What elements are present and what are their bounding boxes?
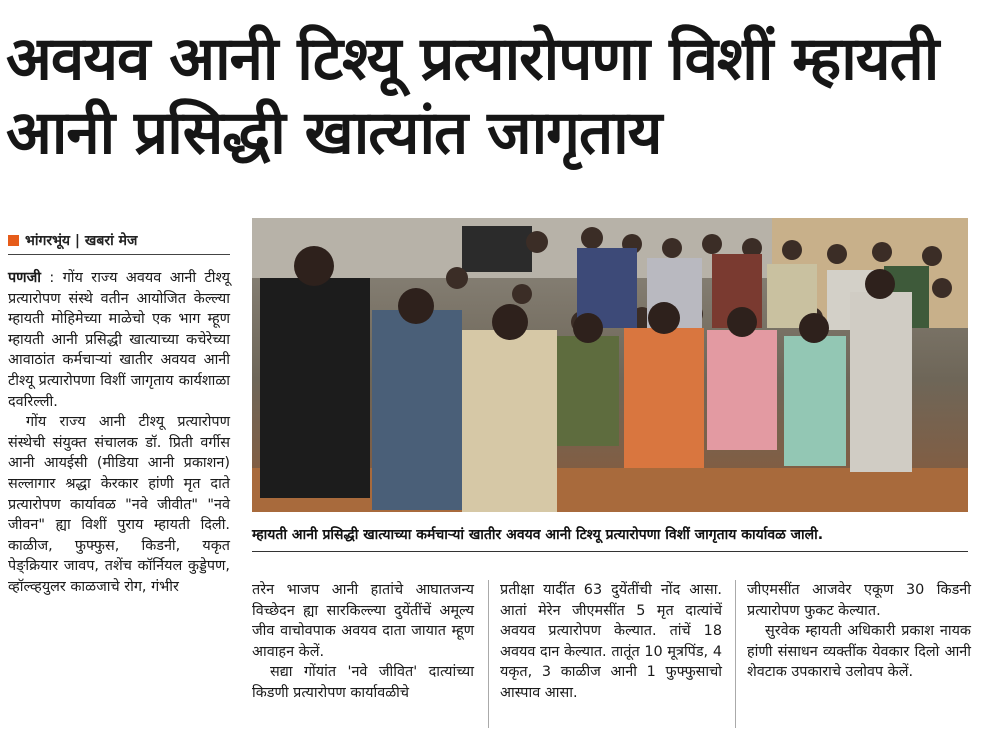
article-paragraph: प्रतीक्षा यादींत 63 दुयेंतींची नोंद आसा. आतां मेरेन जीएमसींत 5 मृत दात्यांचें अवयव प्रत्यारोपण केल्यात. तांचें 18 अवयव दान केल्यात. तातूंत 10 मूत्रपिंड, 4 यकृत, 3 काळीज आनी 1 फुफ्फुसाचो आस्पाव आसा.	[500, 582, 722, 701]
group-photo	[252, 218, 968, 512]
byline-divider	[8, 254, 230, 255]
article-paragraph: जीएमसींत आजवेर एकूण 30 किडनी प्रत्यारोपण फुकट केल्यात.	[747, 582, 971, 619]
byline-square-icon	[8, 235, 19, 246]
byline-text: भांगरभूंय | खबरां मेज	[25, 232, 138, 249]
article-paragraph: गोंय राज्य आनी टीश्यू प्रत्यारोपण संस्थेची संयुक्त संचालक डॉ. प्रिती वर्गीस आनी आयईसी (मीडिया आनी प्रकाशन) सल्लागार श्रद्धा केरकार हांणी मृत दाते प्रत्यारोपण कार्यावळ "नवे जीवीत" "नवे जीवन" ह्या विशीं पुराय म्हायती दिली. काळीज, फुफ्फुस, किडनी, यकृत पेङ्क्रियार जावप, तशेंच कॉर्नियल कुड्डेपण, व्हॉल्व्हयुलर काळजाचे रोग, गंभीर	[8, 414, 230, 595]
article-column-4	[747, 580, 971, 683]
article-paragraph: सुरवेक म्हायती अधिकारी प्रकाश नायक हांणी संसाधन व्यक्तींक येवकार दिलो आनी शेवटाक उपकाराचे उलोवप केलें.	[747, 623, 971, 681]
article-text: : गोंय राज्य अवयव आनी टीश्यू प्रत्यारोपण संस्थे वतीन आयोजित केल्ल्या म्हायती मोहिमेच्या माळेचो एक भाग म्हूण म्हायती आनी प्रसिद्धी खात्याच्या कचेरेच्या आवाठांत कर्मचाऱ्यां खातीर अवयव आनी टीश्यू प्रत्यारोपणा विशीं जागृताय कार्यशाळा दवरिल्ली.	[8, 270, 231, 410]
article-paragraph	[8, 268, 230, 412]
photo-caption: म्हायती आनी प्रसिद्धी खात्याच्या कर्मचाऱ्यां खातीर अवयव आनी टिश्यू प्रत्यारोपणा विशीं जागृताय कार्यावळ जाली.	[252, 527, 824, 543]
group-photo-image	[252, 218, 968, 512]
column-divider	[488, 580, 489, 728]
column-divider	[735, 580, 736, 728]
headline: अवयव आनी टिश्यू प्रत्यारोपणा विशीं म्हायती आनी प्रसिद्धी खात्यांत जागृताय	[6, 24, 939, 168]
article-column-1	[8, 268, 230, 598]
caption-divider	[252, 551, 968, 552]
dateline: पणजी	[8, 270, 41, 286]
article-paragraph: सद्या गोंयांत 'नवे जीवित' दात्यांच्या किडणी प्रत्यारोपण कार्यावळीचे	[252, 664, 474, 701]
byline	[8, 228, 228, 252]
article-paragraph: तरेन भाजप आनी हातांचे आघातजन्य विच्छेदन ह्या सारकिल्ल्या दुयेंतींचें अमूल्य जीव वाचोवपाक अवयव दाता जायात म्हूण आवाहन केलें.	[252, 582, 474, 660]
article-column-3	[500, 580, 722, 704]
article-column-2	[252, 580, 474, 704]
